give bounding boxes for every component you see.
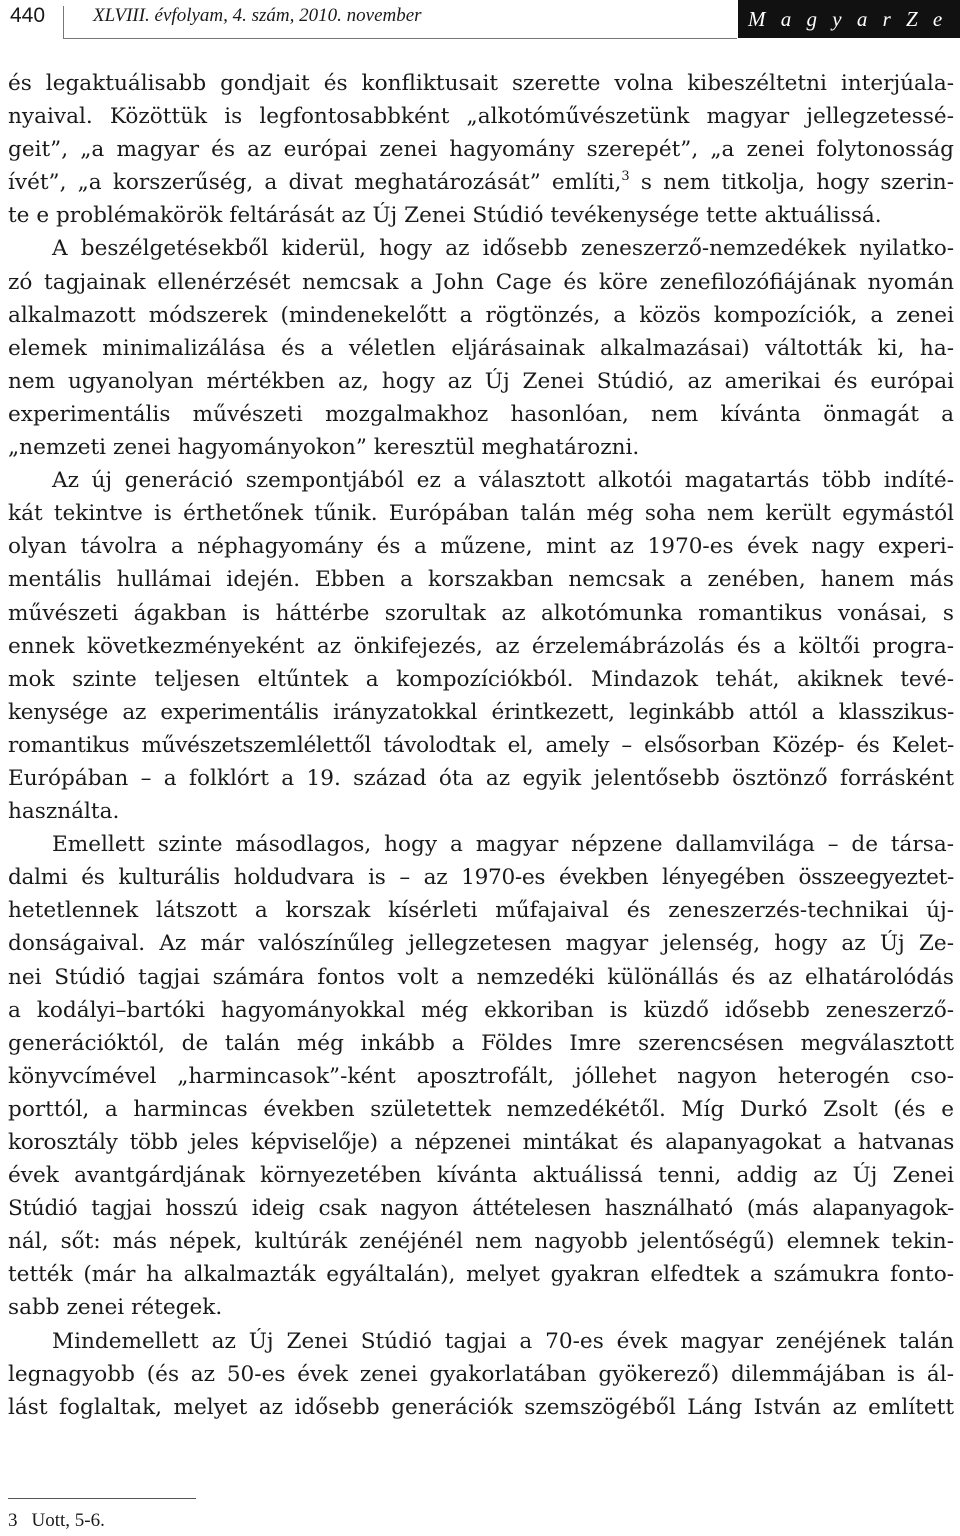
footnote-reference[interactable]: 3 xyxy=(621,169,630,185)
footnote xyxy=(8,1510,105,1532)
text-line: korosztály több jeles képviselője) a népzenei mintákat és alapanyagokat a hatvanas xyxy=(8,1130,954,1155)
text-line: kenysége az experimentális irányzatokkal érintkezett, leginkább attól a klasszikus- xyxy=(8,699,954,725)
text-line: művészeti ágakban is háttérbe szorultak az alkotómunka romantikus vonásai, s xyxy=(8,600,954,626)
text-line: Mindemellett az Új Zenei Stúdió tagjai a 70-es évek magyar zenéjének talán xyxy=(52,1328,954,1354)
text-line: romantikus művészetszemlélettől távolodtak el, amely – elsősorban Közép- és Kelet- xyxy=(8,732,954,758)
text-line: legnagyobb (és az 50-es évek zenei gyakorlatában gyökerező) dilemmájában is ál- xyxy=(8,1361,954,1387)
text-line: alkalmazott módszerek (mindenekelőtt a rögtönzés, a közös kompozíciók, a zenei xyxy=(8,302,954,328)
text-line: zó tagjainak ellenérzését nemcsak a John Cage és köre zenefilozófiájának nyomán xyxy=(8,269,954,295)
text-line: A beszélgetésekből kiderül, hogy az idősebb zeneszerző-nemzedékek nyilatko- xyxy=(52,236,954,262)
text-line: évek avantgárdjának környezetében kívánta aktuálissá tenni, addig az Új Zenei xyxy=(8,1163,954,1189)
text-line: generációktól, de talán még inkább a Földes Imre szerencsésen megválasztott xyxy=(8,1030,954,1056)
text-segment: s nem titkolja, hogy szerin- xyxy=(629,170,954,196)
page-header xyxy=(0,0,960,69)
footnote-text: Uott, 5-6. xyxy=(31,1510,105,1531)
text-line: hetetlennek látszott a korszak kísérleti műfajaival és zeneszerzés-technikai új- xyxy=(8,898,954,924)
text-line: Emellett szinte másodlagos, hogy a magyar népzene dallamvilága – de társa- xyxy=(52,832,954,858)
text-line: nem ugyanolyan mértékben az, hogy az Új Zenei Stúdió, az amerikai és európai xyxy=(8,368,954,394)
text-line: használta. xyxy=(8,799,120,825)
text-line: mok szinte teljesen eltűntek a kompozíciókból. Mindazok tehát, akiknek tevé- xyxy=(8,666,954,692)
text-line: nál, sőt: más népek, kultúrák zenéjénél nem nagyobb jelentőségű) elemnek tekin- xyxy=(8,1229,954,1255)
text-segment: ívét”, „a korszerűség, a divat meghatározását” említi, xyxy=(8,170,622,196)
text-line: dalmi és kulturális holdudvara is – az 1970-es években lényegében összeegyeztet- xyxy=(8,865,954,891)
text-line: experimentális művészeti mozgalmakhoz hasonlóan, nem kívánta önmagát a xyxy=(8,401,954,427)
footnote-divider xyxy=(8,1498,196,1499)
text-line: geit”, „a magyar és az európai zenei hagyomány szerepét”, „a zenei folytonosság xyxy=(8,137,954,163)
text-line: a kodályi–bartóki hagyományokkal még ekkoriban is küzdő idősebb zeneszerző- xyxy=(8,997,954,1023)
text-line: lást foglaltak, melyet az idősebb generációk szemszögéből Láng István az említett xyxy=(8,1394,954,1420)
text-line: sabb zenei rétegek. xyxy=(8,1295,223,1321)
text-line: elemek minimalizálása és a véletlen eljárásainak alkalmazásai) váltották ki, ha- xyxy=(8,335,954,361)
journal-name-badge: M a g y a r Z e n e xyxy=(738,0,960,38)
text-line: te e problémakörök feltárását az Új Zenei Stúdió tevékenysége tette aktuálissá. xyxy=(8,203,882,229)
text-line: mentális hullámai idején. Ebben a korszakban nemcsak a zenében, hanem más xyxy=(8,567,954,593)
article-body xyxy=(8,67,954,1424)
page-number: 440 xyxy=(10,4,46,27)
text-line: Európában – a folklórt a 19. század óta az egyik jelentősebb ösztönző forrásként xyxy=(8,765,954,791)
text-line: kát tekintve is érthetőnek tűnik. Európában talán még soha nem került egymástól xyxy=(8,501,954,527)
header-divider-vertical xyxy=(63,6,64,38)
text-line-with-footnote xyxy=(8,166,954,199)
footnote-number: 3 xyxy=(8,1510,18,1531)
journal-issue-info: XLVIII. évfolyam, 4. szám, 2010. november xyxy=(93,5,422,26)
text-line: nei Stúdió tagjai számára fontos volt a nemzedéki különállás és az elhatárolódás xyxy=(8,964,954,990)
text-line: „nemzeti zenei hagyományokon” keresztül meghatározni. xyxy=(8,435,640,461)
text-line: Stúdió tagjai hosszú ideig csak nagyon áttételesen használható (más alapanyagok- xyxy=(8,1196,954,1222)
text-line: Az új generáció szempontjából ez a választott alkotói magatartás több indíté- xyxy=(52,468,954,494)
text-line: porttól, a harmincas években születettek nemzedékétől. Míg Durkó Zsolt (és e xyxy=(8,1096,954,1122)
text-line: könyvcímével „harmincasok”-ként aposztrofált, jóllehet nagyon heterogén cso- xyxy=(8,1063,954,1089)
header-divider-horizontal xyxy=(63,38,737,39)
text-line: nyaival. Közöttük is legfontosabbként „alkotóművészetünk magyar jellegzetessé- xyxy=(8,104,954,130)
text-line: olyan távolra a néphagyomány és a műzene, mint az 1970-es évek nagy experi- xyxy=(8,534,954,560)
text-line: tették (már ha alkalmazták egyáltalán), melyet gyakran elfedtek a számukra fonto- xyxy=(8,1262,954,1288)
text-line: és legaktuálisabb gondjait és konfliktusait szerette volna kibeszéltetni interjúala- xyxy=(8,71,954,96)
text-line: donságaival. Az már valószínűleg jellegzetesen magyar jelenség, hogy az Új Ze- xyxy=(8,931,954,957)
text-line: ennek következményeként az önkifejezés, az érzelemábrázolás és a költői progra- xyxy=(8,633,954,659)
